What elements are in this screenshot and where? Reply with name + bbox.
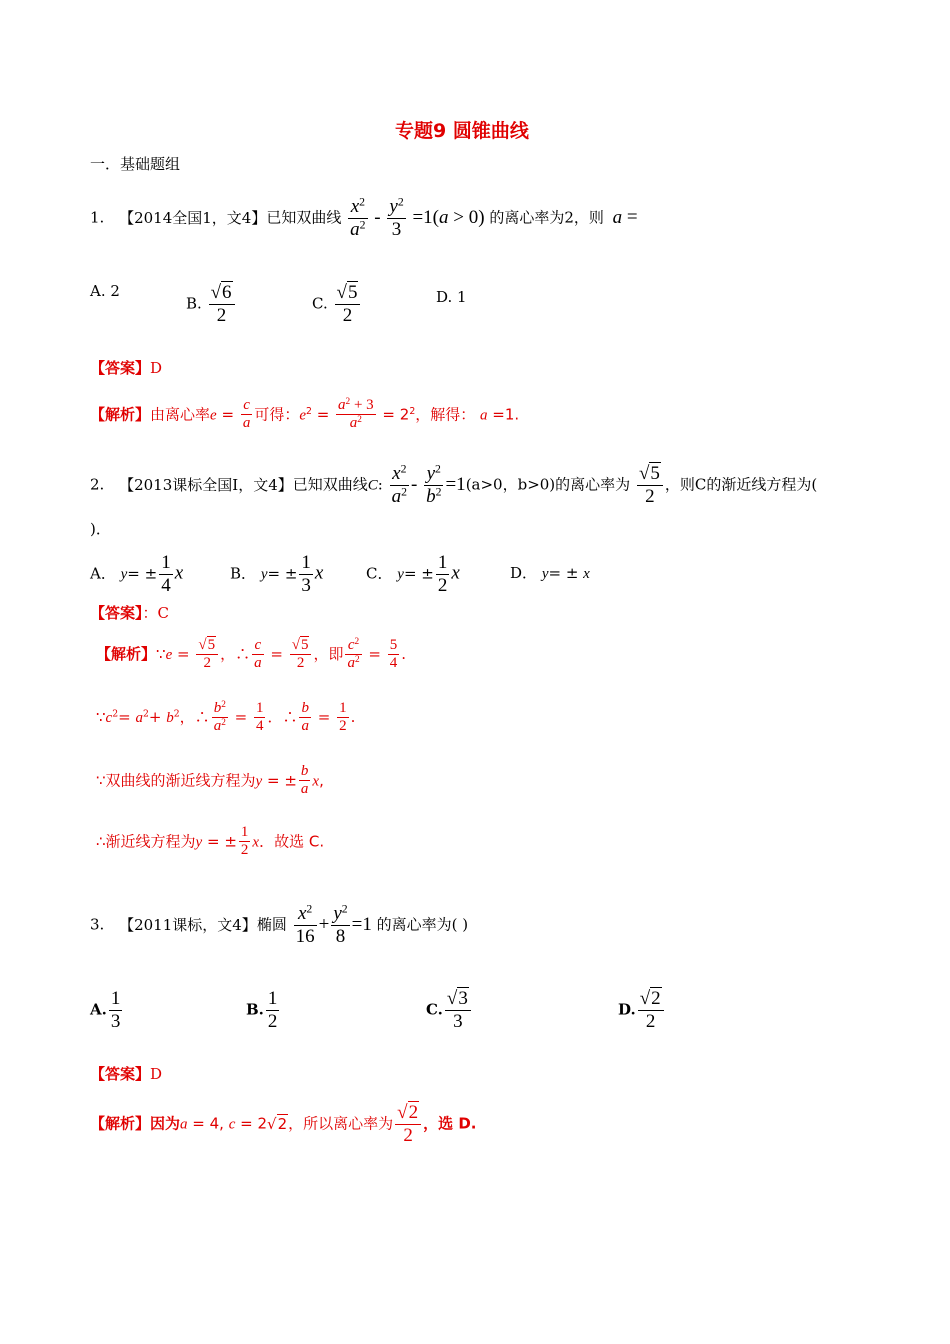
q2-analysis-line3: ∵双曲线的渐近线方程为y = ± $\frac{b}{a}$ x,	[96, 763, 324, 798]
q2-option-d: D． y= ± x	[510, 564, 590, 582]
q3-option-d: D. $\frac{√2}{2}$	[618, 988, 666, 1033]
page-title: 专题9 圆锥曲线	[395, 120, 529, 142]
q2-analysis-line4: ∴渐近线方程为y = ± $\frac{1}{2}$ x．故选 C.	[96, 824, 325, 859]
q1-options	[90, 282, 120, 300]
option-a: A. 2	[90, 282, 120, 300]
question-number: 1.	[90, 208, 105, 227]
q2-option-c: C． y= ± $\frac{1}{2}$ x	[366, 552, 460, 596]
q2-option-b: B． y= ± $\frac{1}{3}$ x	[230, 552, 324, 596]
question-text: 已知双曲线	[266, 208, 342, 227]
hyperbola-equation: $\frac{x^2}{a^2}$ - $\frac{y^2}{3}$ =1(a > 0)	[350, 195, 485, 240]
section-heading: 一．基础题组	[90, 155, 181, 173]
q1-analysis: 【解析】由离心率e = $\frac{c}{a}$ 可得：$e^2$ = $\frac{a^2 + 3}{a^2}$ = $2^2$，解得： a =1.	[90, 396, 520, 432]
question-text-tail: 的离心率为( )	[376, 915, 469, 934]
question-text: 椭圆	[256, 915, 287, 934]
question-number: 3.	[90, 915, 105, 934]
option-b: B. $\frac{√6}{2}$	[186, 282, 237, 327]
question-3	[90, 903, 468, 948]
ellipse-equation: $\frac{x^2}{16}$ + $\frac{y^2}{8}$ =1	[295, 902, 372, 947]
question-2: 2. 【2013课标全国Ⅰ，文4】已知双曲线C: $\frac{x^2}{a^2}$ - $\frac{y^2}{b^2}$ =1(a>0，b>0)的离心率为 $\frac{√5}{2}$ ，则C的渐近线方程为(	[90, 462, 818, 507]
q3-option-c: C. $\frac{√3}{3}$	[426, 988, 473, 1033]
question-number: 2.	[90, 475, 105, 494]
unknown-a: a	[612, 206, 623, 228]
hyperbola-equation: $\frac{x^2}{a^2}$ - $\frac{y^2}{b^2}$ =1	[391, 462, 466, 507]
q2-analysis-line1: 【解析】∵e = $\frac{√5}{2}$ ，∴ $\frac{c}{a}$ = $\frac{√5}{2}$ ，即 $\frac{c^2}{a^2}$ = $\frac{5}{4}$ .	[96, 636, 406, 672]
option-d: D. 1	[436, 288, 467, 306]
q3-option-a: A. $\frac{1}{3}$	[90, 988, 121, 1032]
question-text-tail: ，则C的渐近线方程为(	[664, 475, 818, 494]
q3-option-b: B. $\frac{1}{2}$	[246, 988, 278, 1032]
question-source: 【2013课标全国Ⅰ，文4】	[119, 475, 293, 494]
question-source: 【2014全国1，文4】	[119, 208, 267, 227]
question-2-line2: )．	[90, 520, 111, 538]
question-condition: (a>0，b>0)的离心率为	[465, 475, 631, 494]
q2-option-a: A． y= ± $\frac{1}{4}$ x	[90, 552, 184, 596]
q3-analysis: 【解析】因为a = 4, c = 2√2，所以离心率为 $\frac{√2}{2}$ ，选 D.	[90, 1102, 477, 1146]
q2-analysis-line2: $\because c^2= a^2+ b^2$，∴ $\frac{b^2}{a^2}$ = $\frac{1}{4}$ ．∴ $\frac{b}{a}$ = $\frac{1}{2}$ .	[96, 699, 356, 735]
q3-answer: 【答案】D	[90, 1065, 163, 1083]
question-source: 【2011课标，文4】	[119, 915, 257, 934]
question-text-tail: 的离心率为2，则	[489, 208, 604, 227]
question-text: 已知双曲线	[292, 475, 368, 494]
option-c: C. $\frac{√5}{2}$	[312, 282, 362, 327]
q1-answer: 【答案】D	[90, 359, 163, 377]
question-1: 1. 【2014全国1，文4】已知双曲线 $\frac{x^2}{a^2}$ - $\frac{y^2}{3}$ =1(a > 0) 的离心率为2，则 a =	[90, 195, 638, 240]
q2-answer: 【答案】：C	[90, 604, 169, 622]
